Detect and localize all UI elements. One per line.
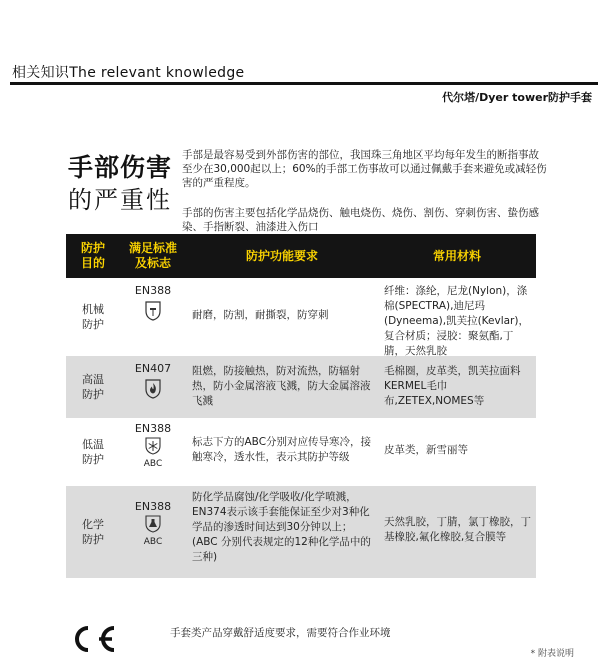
row-purpose: 高温 防护 [82,373,104,401]
row-materials: 毛棉圈，皮革类，凯芙拉面料KERMEL毛巾布,ZETEX,NOMES等 [384,365,521,407]
row-standard: EN407 [134,362,172,375]
hero-intro-injuries: 手部的伤害主要包括化学品烧伤、触电烧伤、烧伤、割伤、穿刺伤害、蛰伤感染、手指断裂、油漆进入伤口 [182,207,539,233]
table-row [66,486,536,578]
snowflake-shield-icon [143,437,163,458]
hero-title: 手部伤害 [68,153,173,182]
table-header [66,234,536,278]
header-rule [10,82,598,85]
row-requirement: 防化学品腐蚀/化学吸收/化学喷溅，EN374表示该手套能保证至少对3种化学品的渗透时间达到30分钟以上；(ABC 分别代表规定的12种化学品中的三种) [192,491,371,563]
row-standard: EN388 [134,422,172,435]
flame-shield-icon [142,377,164,402]
row-standard: EN388 [134,500,172,513]
hero-intro: 手部是最容易受到外部伤害的部位，我国珠三角地区平均每年发生的断指事故至少在30,000起以上；60%的手部工伤事故可以通过佩戴手套来避免或减轻伤害的严重程度。 [182,149,547,189]
table-note: * 附表说明 [530,649,574,659]
header-standard: 满足标准 及标志 [128,241,177,270]
row-requirement: 阻燃，防接触热，防对流热，防辐射热，防小金属溶液飞溅，防大金属溶液飞溅 [192,365,371,407]
header-materials: 常用材料 [432,248,481,263]
row-purpose: 化学 防护 [82,518,104,546]
header-title: 相关知识The relevant knowledge [12,65,245,81]
row-materials: 纤维：涤纶，尼龙(Nylon)，涤棉(SPECTRA),迪尼玛(Dyneema),凯芙拉(Kevlar)，复合材质；浸胶：聚氨酯,丁腈，天然乳胶 [384,285,529,357]
header-purpose: 防护 目的 [80,241,105,270]
ce-mark [66,624,118,654]
table-row [66,418,536,486]
row-materials: 天然乳胶，丁腈，氯丁橡胶，丁基橡胶,氟化橡胶,复合膜等 [384,516,531,543]
table-row [66,278,536,356]
row-abc: ABC [143,459,163,469]
flask-glove-icon [143,515,163,536]
row-requirement: 标志下方的ABC分别对应传导寒冷，接触寒冷，透水性，表示其防护等级 [192,436,372,463]
row-abc: ABC [143,537,163,547]
row-purpose: 机械 防护 [82,303,104,331]
brand-label: 代尔塔/Dyer tower防护手套 [442,91,592,104]
hero-subtitle: 的严重性 [68,186,172,214]
hammer-glove-icon [142,299,164,324]
protection-table [66,234,536,578]
row-standard: EN388 [134,284,172,297]
row-purpose: 低温 防护 [82,438,104,466]
header-requirement: 防护功能要求 [245,248,318,263]
row-requirement: 耐磨，防割，耐撕裂，防穿刺 [192,308,329,321]
table-row [66,356,536,418]
row-materials: 皮革类，新雪丽等 [384,443,468,456]
footer-text: 手套类产品穿戴舒适度要求，需要符合作业环境 [170,627,391,639]
